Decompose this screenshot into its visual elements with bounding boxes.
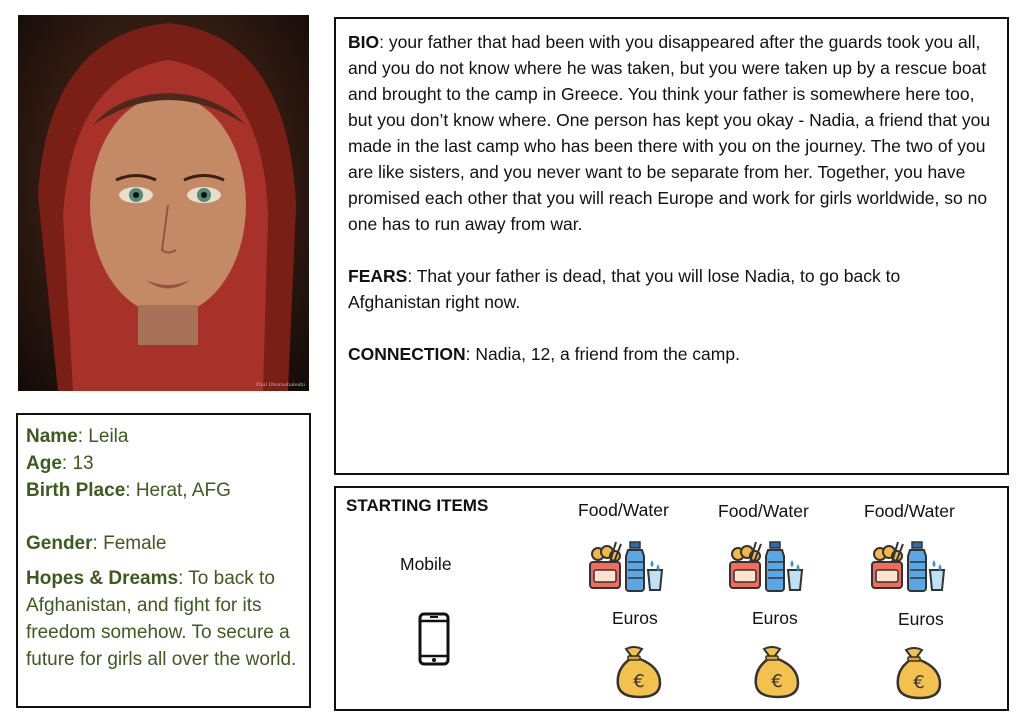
food-water-icon-3 — [868, 540, 950, 598]
starting-items-title: STARTING ITEMS — [346, 496, 489, 515]
euros-label-2: Euros — [752, 608, 798, 628]
food-water-label-2: Food/Water — [718, 501, 809, 521]
fears-value: : That your father is dead, that you will lose Nadia, to go back to Afghanistan right now. — [348, 266, 901, 312]
photo-credit: Paul Dhoroshaleshi — [256, 382, 305, 388]
hopes-key: Hopes & Dreams — [26, 568, 179, 589]
food-water-icon-2 — [726, 540, 808, 598]
connection-key: CONNECTION — [348, 344, 466, 364]
gender-line — [26, 530, 301, 557]
money-bag-icon-3 — [892, 644, 948, 704]
age-line — [26, 450, 301, 477]
mobile-label: Mobile — [400, 554, 452, 574]
name-value: : Leila — [77, 426, 129, 447]
connection-value: : Nadia, 12, a friend from the camp. — [465, 344, 740, 364]
euros-label-3: Euros — [898, 609, 944, 629]
birth-place-key: Birth Place — [26, 480, 126, 501]
hopes-line — [26, 565, 301, 673]
name-line — [26, 423, 301, 450]
money-bag-icon-1 — [612, 643, 668, 703]
bio-paragraph — [348, 29, 995, 237]
food-water-label-1: Food/Water — [578, 500, 669, 520]
birth-place-value: : Herat, AFG — [125, 480, 231, 501]
hopes-value: : To back to Afghanistan, and fight for its freedom somehow. To secure a future for girls all over the world. — [26, 568, 297, 670]
money-bag-icon-2 — [750, 643, 806, 703]
name-key: Name — [26, 426, 78, 447]
gender-key: Gender — [26, 533, 93, 554]
bio-card — [334, 17, 1009, 475]
gender-value: : Female — [92, 533, 167, 554]
bio-value: : your father that had been with you disappeared after the guards took you all, and you do not know where he was taken, but you were taken up by a rescue boat and brought to the camp in Greece. You think your father is somewhere here too, but you don’t know where. One person has kept you okay - Nadia, a friend that you made in the last camp who has been there with you on the journey. The two of you are like sisters, and you never want to be separate from her. Together, you have promised each other that you will reach Europe and work for girls worldwide, so no one has to run away from war. — [348, 32, 991, 234]
food-water-icon-1 — [586, 540, 668, 598]
bio-key: BIO — [348, 32, 380, 52]
fears-key: FEARS — [348, 266, 408, 286]
portrait-photo — [18, 15, 309, 391]
starting-items-card — [334, 486, 1009, 711]
profile-card — [16, 413, 311, 708]
food-water-label-3: Food/Water — [864, 501, 955, 521]
fears-paragraph — [348, 263, 995, 315]
birth-place-line — [26, 477, 301, 504]
age-value: : 13 — [61, 453, 94, 474]
portrait-illustration — [18, 15, 309, 391]
mobile-phone-icon — [418, 612, 450, 666]
euros-label-1: Euros — [612, 608, 658, 628]
connection-paragraph — [348, 341, 995, 367]
age-key: Age — [26, 453, 62, 474]
